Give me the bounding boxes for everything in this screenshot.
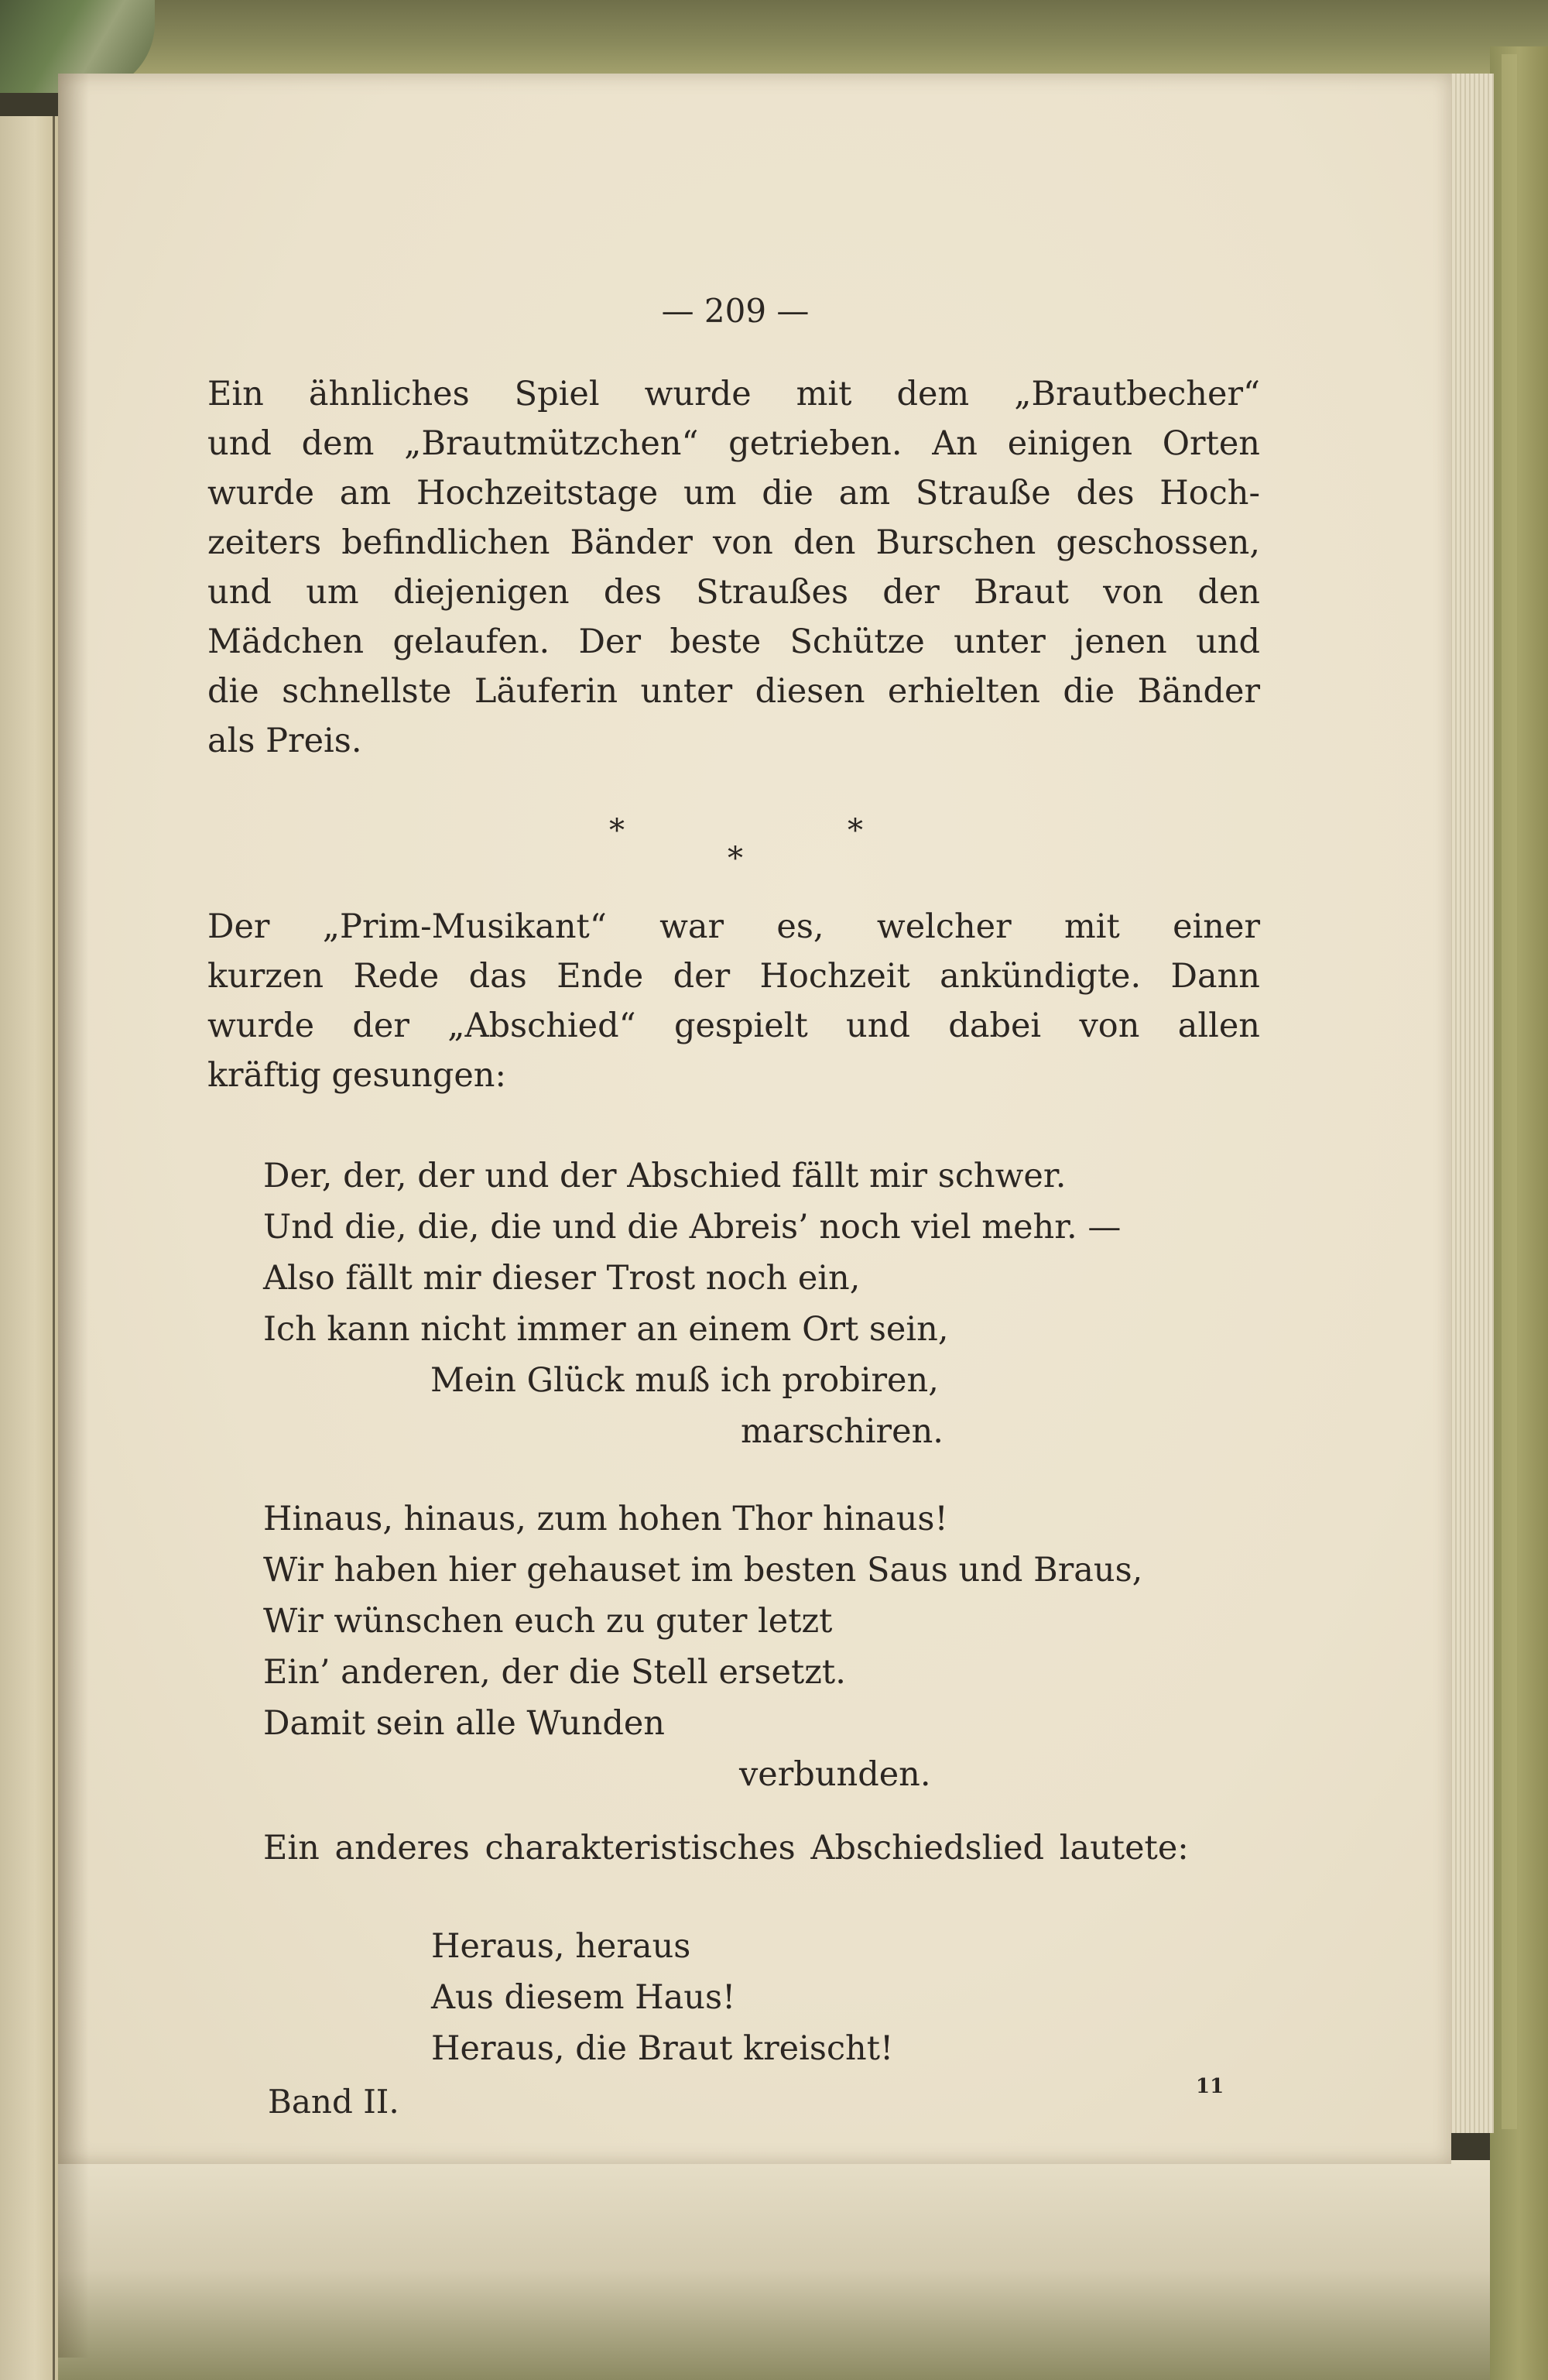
paragraph-line: die schnellste Läuferin unter diesen erhielten die Bänder	[207, 672, 1260, 711]
song2-line: verbunden.	[739, 1755, 931, 1794]
book-cover-top	[116, 0, 1548, 74]
paragraph-line: und dem „Brautmützchen“ getrieben. An einigen Orten	[207, 424, 1260, 463]
page-number: — 209 —	[661, 292, 810, 330]
asterism-star: *	[728, 841, 743, 876]
song3-intro: Ein anderes charakteristisches Abschiedslied lautete:	[263, 1829, 1189, 1867]
song2-line: Ein’ anderen, der die Stell ersetzt.	[263, 1653, 846, 1692]
song1-line: Mein Glück muß ich probiren,	[430, 1361, 939, 1400]
song1-line: marschiren.	[741, 1412, 944, 1451]
book-cover-right	[1490, 46, 1548, 2380]
song3-line: Heraus, die Braut kreischt!	[431, 2029, 894, 2068]
paragraph-2	[207, 902, 1260, 1100]
asterism-star: *	[848, 813, 863, 849]
song1-line: Also fällt mir dieser Trost noch ein,	[263, 1259, 861, 1298]
paragraph-line: kräftig gesungen:	[207, 1056, 506, 1095]
spine-shadow	[58, 74, 89, 2358]
volume-label: Band II.	[268, 2083, 399, 2121]
song2-line: Damit sein alle Wunden	[263, 1704, 665, 1743]
paragraph-1	[207, 369, 1260, 766]
paragraph-line: als Preis.	[207, 722, 362, 760]
song1-line: Und die, die, die und die Abreis’ noch viel mehr. —	[263, 1208, 1122, 1247]
song2-line: Wir haben hier gehauset im besten Saus und Braus,	[263, 1551, 1143, 1590]
song1-line: Ich kann nicht immer an einem Ort sein,	[263, 1310, 949, 1349]
paragraph-line: kurzen Rede das Ende der Hochzeit ankündigte. Dann	[207, 957, 1260, 996]
cover-highlight	[1502, 54, 1517, 2129]
paragraph-line: Der „Prim-Musikant“ war es, welcher mit einer	[207, 907, 1260, 946]
song3-line: Heraus, heraus	[431, 1927, 691, 1966]
paragraph-line: wurde der „Abschied“ gespielt und dabei von allen	[207, 1007, 1260, 1045]
paragraph-line: und um diejenigen des Straußes der Braut von den	[207, 573, 1260, 612]
song3-line: Aus diesem Haus!	[431, 1978, 736, 2017]
song2-line: Wir wünschen euch zu guter letzt	[263, 1602, 833, 1641]
paragraph-line: wurde am Hochzeitstage um die am Strauße des Hoch-	[207, 474, 1260, 513]
page-bottom-edge	[58, 2160, 1498, 2380]
asterism-star: *	[609, 813, 625, 849]
paragraph-line: Mädchen gelaufen. Der beste Schütze unter jenen und	[207, 622, 1260, 661]
gutter-line	[53, 116, 55, 2380]
signature-mark: 11	[1196, 2075, 1224, 2098]
paragraph-line: Ein ähnliches Spiel wurde mit dem „Brautbecher“	[207, 375, 1260, 413]
song1-line: Der, der, der und der Abschied fällt mir schwer.	[263, 1157, 1067, 1195]
song2-line: Hinaus, hinaus, zum hohen Thor hinaus!	[263, 1500, 948, 1538]
paragraph-line: zeiters befindlichen Bänder von den Burschen geschossen,	[207, 523, 1260, 562]
page-stack-edges	[1447, 74, 1494, 2133]
left-page-edge	[0, 116, 58, 2380]
